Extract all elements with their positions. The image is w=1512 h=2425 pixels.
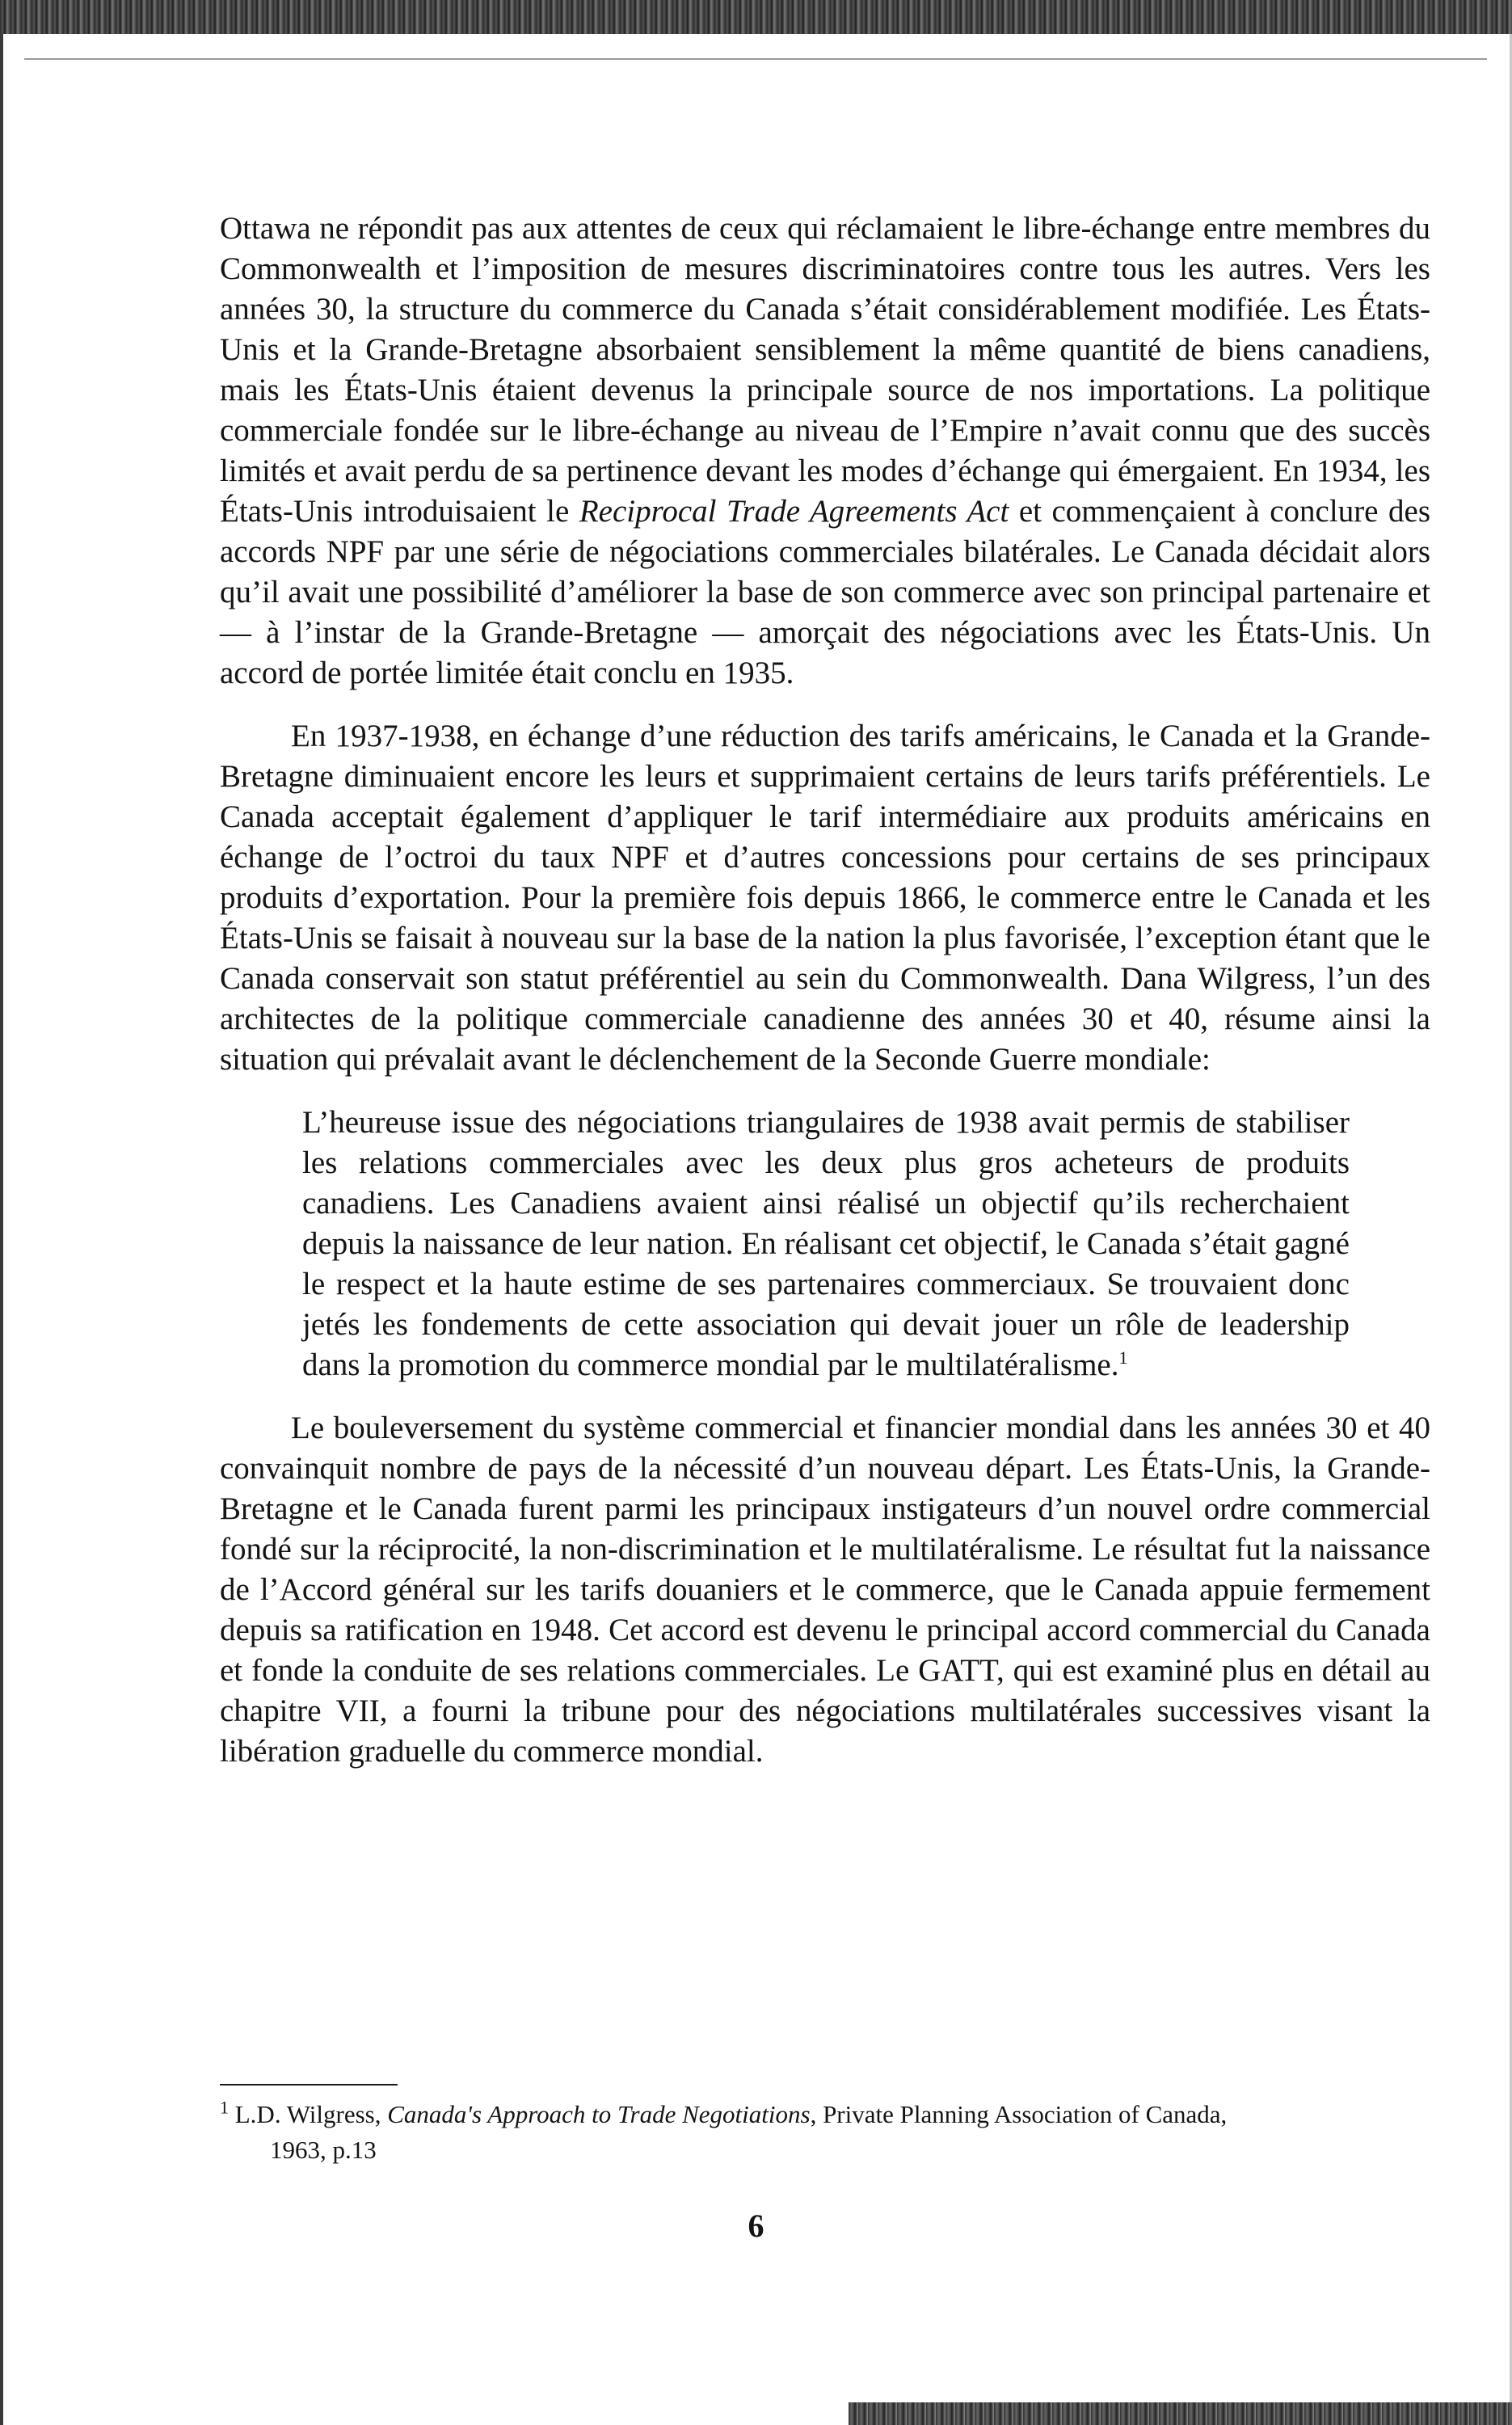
footnote-number: 1	[220, 2097, 229, 2118]
footnote-rule	[220, 2084, 398, 2086]
footnote-publisher: , Private Planning Association of Canada,	[810, 2100, 1228, 2128]
scan-top-edge	[0, 0, 1512, 34]
block-quote-text: L’heureuse issue des négociations triangulaires de 1938 avait permis de stabiliser les relations commerciales avec les deux plus gros acheteurs de produits canadiens. Les Canadiens avaient ainsi réalisé un objectif qu’ils recherchaient depuis la naissance de leur nation. En réalisant cet objectif, le Canada s’était gagné le respect et la haute estime de ses partenaires commerciaux. Se trouvaient donc jetés les fondements de cette association qui devait jouer un rôle de leadership dans la promotion du commerce mondial par le multilatéralisme.	[302, 1105, 1350, 1382]
footnote-line-2: 1963, p.13	[270, 2136, 377, 2164]
paragraph-2: En 1937-1938, en échange d’une réduction des tarifs américains, le Canada et la Grande-Bretagne diminuaient encore les leurs et supprimaient certains de leurs tarifs préférentiels. Le Canada acceptait également d’appliquer le tarif intermédiaire aux produits américains en échange de l’octroi du taux NPF et d’autres concessions pour certains de ses principaux produits d’exportation. Pour la première fois depuis 1866, le commerce entre le Canada et les États-Unis se faisait à nouveau sur la base de la nation la plus favorisée, l’exception étant que le Canada conservait son statut préférentiel au sein du Commonwealth. Dana Wilgress, l’un des architectes de la politique commerciale canadienne des années 30 et 40, résume ainsi la situation qui prévalait avant le déclenchement de la Seconde Guerre mondiale:	[220, 719, 1430, 1077]
block-quote	[302, 1103, 1350, 1385]
paragraph-1-end: et commençaient à conclure des accords NPF par une série de négociations commerciales bilatérales. Le Canada décidait alors qu’il avait une possibilité d’améliorer la base de son commerce avec son principal partenaire et — à l’instar de la Grande-Bretagne — amorçait des négociations avec les États-Unis. Un accord de portée limitée était conclu en 1935.	[220, 494, 1431, 690]
paragraph-1	[220, 209, 1430, 694]
page-body	[220, 209, 1430, 1772]
footnote-title: Canada's Approach to Trade Negotiations	[387, 2100, 811, 2128]
footnote-reference: 1	[1118, 1347, 1128, 1368]
paragraph-3: Le bouleversement du système commercial et financier mondial dans les années 30 et 40 convainquit nombre de pays de la nécessité d’un nouveau départ. Les États-Unis, la Grande-Bretagne et le Canada furent parmi les principaux instigateurs d’un nouvel ordre commercial fondé sur la réciprocité, la non-discrimination et le multilatéralisme. Le résultat fut la naissance de l’Accord général sur les tarifs douaniers et le commerce, que le Canada appuie fermement depuis sa ratification en 1948. Cet accord est devenu le principal accord commercial du Canada et fonde la conduite de ses relations commerciales. Le GATT, qui est examiné plus en détail au chapitre VII, a fourni la tribune pour des négociations multilatérales successives visant la libération graduelle du commerce mondial.	[220, 1411, 1430, 1769]
act-title: Reciprocal Trade Agreements Act	[579, 494, 1009, 529]
footnote	[220, 2097, 1464, 2168]
scan-left-edge	[0, 34, 3, 2425]
scan-bottom-edge	[849, 2402, 1512, 2425]
footnote-line-1	[220, 2097, 1464, 2132]
scan-top-rule	[24, 58, 1487, 60]
page-number: 6	[748, 2208, 764, 2244]
footnote-author: L.D. Wilgress,	[234, 2100, 381, 2128]
paragraph-1-text: Ottawa ne répondit pas aux attentes de ceux qui réclamaient le libre-échange entre membres du Commonwealth et l’imposition de mesures discriminatoires contre tous les autres. Vers les années 30, la structure du commerce du Canada s’était considérablement modifiée. Les États-Unis et la Grande-Bretagne absorbaient sensiblement la même quantité de biens canadiens, mais les États-Unis étaient devenus la principale source de nos importations. La politique commerciale fondée sur le libre-échange au niveau de l’Empire n’avait connu que des succès limités et avait perdu de sa pertinence devant les modes d’échange qui émergaient. En 1934, les États-Unis introduisaient le	[220, 211, 1430, 529]
